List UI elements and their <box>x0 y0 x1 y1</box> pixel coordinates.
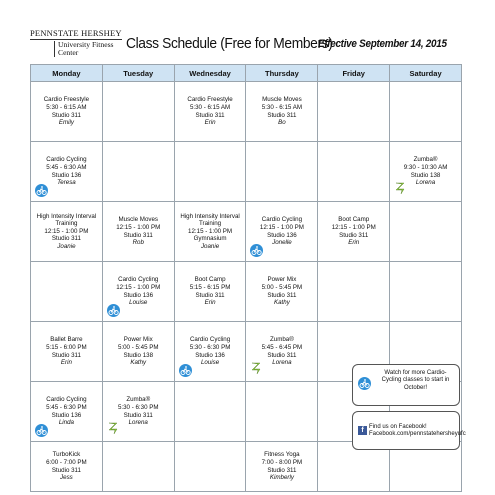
cycling-icon <box>35 424 48 437</box>
schedule-row <box>31 142 462 202</box>
class-instructor: Louise <box>200 359 220 367</box>
class-room: Studio 311 <box>123 231 153 239</box>
class-instructor: Joanie <box>57 242 76 250</box>
schedule-cell-thursday <box>246 262 318 322</box>
class-entry <box>318 216 389 246</box>
class-name: Boot Camp <box>194 276 226 284</box>
class-time: 5:00 - 5:45 PM <box>117 343 159 351</box>
class-entry <box>175 276 246 306</box>
class-name: Cardio Cycling <box>118 276 159 284</box>
schedule-cell-tuesday <box>102 382 174 442</box>
class-time: 5:45 - 6:30 PM <box>46 403 87 411</box>
logo <box>30 28 122 57</box>
schedule-cell-tuesday <box>102 442 174 492</box>
cycling-icon <box>107 304 120 317</box>
class-name: Muscle Moves <box>262 96 302 104</box>
day-header-monday: Monday <box>31 65 103 82</box>
class-room: Studio 311 <box>195 111 225 119</box>
class-time: 5:00 - 5:45 PM <box>261 283 303 291</box>
class-instructor: Emily <box>58 119 74 127</box>
class-instructor: Erin <box>348 239 360 247</box>
schedule-cell-thursday <box>246 202 318 262</box>
class-time: 5:30 - 6:15 AM <box>189 103 231 111</box>
schedule-row <box>31 82 462 142</box>
schedule-cell-monday <box>31 322 103 382</box>
class-name: Cardio Cycling <box>189 336 231 344</box>
class-name: Cardio Cycling <box>261 216 303 224</box>
class-room: Studio 136 <box>51 411 82 419</box>
class-time: 7:00 - 8:00 PM <box>261 458 303 466</box>
day-header-tuesday: Tuesday <box>102 65 174 82</box>
class-instructor: Kathy <box>273 299 290 307</box>
schedule-cell-monday <box>31 382 103 442</box>
schedule-cell-friday <box>318 82 390 142</box>
schedule-cell-friday <box>318 142 390 202</box>
class-room: Gymnasium <box>193 235 227 243</box>
class-entry <box>246 216 317 246</box>
schedule-cell-wednesday <box>174 202 246 262</box>
class-entry <box>246 96 317 126</box>
class-time: 5:30 - 6:15 AM <box>261 103 303 111</box>
facebook-callout-text <box>369 424 466 439</box>
class-entry <box>31 156 102 186</box>
schedule-cell-thursday <box>246 322 318 382</box>
class-entry <box>103 336 174 366</box>
class-room: Studio 136 <box>123 291 154 299</box>
class-instructor: Erin <box>60 359 72 367</box>
class-room: Studio 311 <box>267 111 297 119</box>
class-time: 12:15 - 1:00 PM <box>116 223 161 231</box>
class-entry <box>175 96 246 126</box>
class-name: Cardio Cycling <box>46 156 87 164</box>
schedule-row <box>31 202 462 262</box>
class-instructor: Jonelle <box>272 239 292 247</box>
schedule-cell-thursday <box>246 142 318 202</box>
class-time: 9:30 - 10:30 AM <box>403 163 448 171</box>
class-instructor: Erin <box>204 119 216 127</box>
class-instructor: Lorena <box>272 359 292 367</box>
class-time: 6:00 - 7:00 PM <box>46 458 87 466</box>
schedule-cell-saturday <box>390 202 462 262</box>
day-header-friday: Friday <box>318 65 390 82</box>
class-entry <box>246 451 317 481</box>
class-room: Studio 311 <box>267 466 297 474</box>
zumba-icon <box>250 362 262 375</box>
class-name: Boot Camp <box>338 216 370 224</box>
class-name: Muscle Moves <box>118 216 159 224</box>
day-header-row <box>31 65 462 82</box>
class-time: 5:45 - 6:45 PM <box>261 343 303 351</box>
class-name: Zumba® <box>269 336 294 344</box>
schedule-cell-wednesday <box>174 142 246 202</box>
class-instructor: Kimberly <box>269 474 294 482</box>
page-title: Class Schedule (Free for Members) <box>126 35 333 52</box>
logo-line2: University Fitness Center <box>54 41 122 57</box>
class-instructor: Lorena <box>128 419 148 427</box>
facebook-line1: Find us on Facebook! <box>369 424 427 430</box>
class-name: Cardio Freestyle <box>187 96 233 104</box>
class-instructor: Linda <box>58 419 74 427</box>
class-name: Cardio Cycling <box>46 396 87 404</box>
class-room: Studio 311 <box>123 411 153 419</box>
class-name: Power Mix <box>267 276 297 284</box>
schedule-cell-monday <box>31 202 103 262</box>
class-name: High Intensity Interval Training <box>180 212 240 228</box>
class-instructor: Kathy <box>130 359 147 367</box>
class-room: Studio 136 <box>195 351 225 359</box>
class-room: Studio 311 <box>195 291 225 299</box>
class-entry <box>103 276 174 306</box>
schedule-cell-wednesday <box>174 262 246 322</box>
schedule-cell-wednesday <box>174 322 246 382</box>
class-entry <box>31 396 102 426</box>
class-room: Studio 311 <box>51 111 81 119</box>
facebook-link[interactable]: Facebook.com/pennstatehersheyufc <box>369 431 466 438</box>
facebook-icon: f <box>358 426 367 435</box>
class-room: Studio 138 <box>123 351 154 359</box>
class-name: Zumba® <box>126 396 151 404</box>
class-entry <box>175 336 246 366</box>
logo-line1: PENNSTATE HERSHEY <box>30 28 122 38</box>
class-entry <box>246 276 317 306</box>
class-room: Studio 311 <box>267 291 297 299</box>
class-room: Studio 136 <box>51 171 82 179</box>
facebook-callout[interactable] <box>352 411 466 450</box>
class-time: 5:30 - 6:30 PM <box>189 343 231 351</box>
schedule-cell-monday <box>31 82 103 142</box>
class-name: TurboKick <box>52 451 81 459</box>
class-name: Ballet Barre <box>50 336 83 344</box>
schedule-cell-monday <box>31 142 103 202</box>
class-time: 12:15 - 1:00 PM <box>44 227 89 235</box>
class-room: Studio 136 <box>267 231 297 239</box>
class-time: 12:15 - 1:00 PM <box>116 283 161 291</box>
class-time: 5:30 - 6:30 PM <box>117 403 159 411</box>
class-name: Power Mix <box>123 336 153 344</box>
zumba-icon <box>107 422 119 435</box>
schedule-cell-friday <box>318 262 390 322</box>
class-instructor: Teresa <box>57 179 76 187</box>
class-time: 12:15 - 1:00 PM <box>259 223 304 231</box>
class-time: 12:15 - 1:00 PM <box>331 223 376 231</box>
class-time: 12:15 - 1:00 PM <box>188 227 233 235</box>
schedule-cell-tuesday <box>102 202 174 262</box>
schedule-cell-tuesday <box>102 142 174 202</box>
class-entry <box>31 336 102 366</box>
class-instructor: Bo <box>278 119 286 127</box>
schedule-cell-monday <box>31 262 103 322</box>
class-instructor: Louise <box>129 299 148 307</box>
schedule-cell-thursday <box>246 82 318 142</box>
schedule-cell-wednesday <box>174 442 246 492</box>
schedule-cell-saturday <box>390 142 462 202</box>
class-name: High Intensity Interval Training <box>36 212 97 228</box>
class-name: Fitness Yoga <box>264 451 300 459</box>
class-entry <box>175 213 246 251</box>
class-room: Studio 311 <box>267 351 297 359</box>
header <box>0 0 495 62</box>
cycling-icon <box>35 184 48 197</box>
schedule-cell-tuesday <box>102 262 174 322</box>
schedule-cell-wednesday <box>174 82 246 142</box>
schedule-cell-monday <box>31 442 103 492</box>
class-time: 5:15 - 6:00 PM <box>46 343 87 351</box>
day-header-thursday: Thursday <box>246 65 318 82</box>
schedule-cell-tuesday <box>102 322 174 382</box>
class-instructor: Rob <box>132 239 144 247</box>
schedule-row <box>31 262 462 322</box>
cycling-icon <box>358 377 371 390</box>
class-entry <box>31 451 102 481</box>
day-header-wednesday: Wednesday <box>174 65 246 82</box>
class-entry <box>31 213 102 251</box>
cycling-icon <box>179 364 192 377</box>
schedule-cell-tuesday <box>102 82 174 142</box>
effective-date: Effective September 14, 2015 <box>318 38 447 50</box>
class-room: Studio 311 <box>51 351 81 359</box>
cycling-icon <box>250 244 263 257</box>
class-time: 5:15 - 6:15 PM <box>189 283 231 291</box>
class-room: Studio 311 <box>51 235 81 243</box>
class-entry <box>103 216 174 246</box>
schedule-cell-friday <box>318 202 390 262</box>
class-time: 5:30 - 6:15 AM <box>46 103 87 111</box>
class-time: 5:45 - 6:30 AM <box>46 163 87 171</box>
class-name: Cardio Freestyle <box>43 96 90 104</box>
class-instructor: Jess <box>60 474 73 482</box>
schedule-cell-thursday <box>246 442 318 492</box>
schedule-cell-saturday <box>390 82 462 142</box>
cycling-announcement <box>352 364 460 406</box>
day-header-saturday: Saturday <box>390 65 462 82</box>
zumba-icon <box>394 182 406 195</box>
class-room: Studio 311 <box>51 466 81 474</box>
schedule-cell-wednesday <box>174 382 246 442</box>
class-entry <box>31 96 102 126</box>
schedule-cell-saturday <box>390 262 462 322</box>
class-room: Studio 138 <box>410 171 441 179</box>
cycling-announcement-text: Watch for more Cardio-Cycling classes to start in October! <box>381 370 450 391</box>
class-instructor: Lorena <box>415 179 436 187</box>
class-instructor: Erin <box>204 299 216 307</box>
class-instructor: Joanie <box>200 242 220 250</box>
class-name: Zumba® <box>413 156 438 164</box>
class-room: Studio 311 <box>339 231 369 239</box>
schedule-cell-thursday <box>246 382 318 442</box>
